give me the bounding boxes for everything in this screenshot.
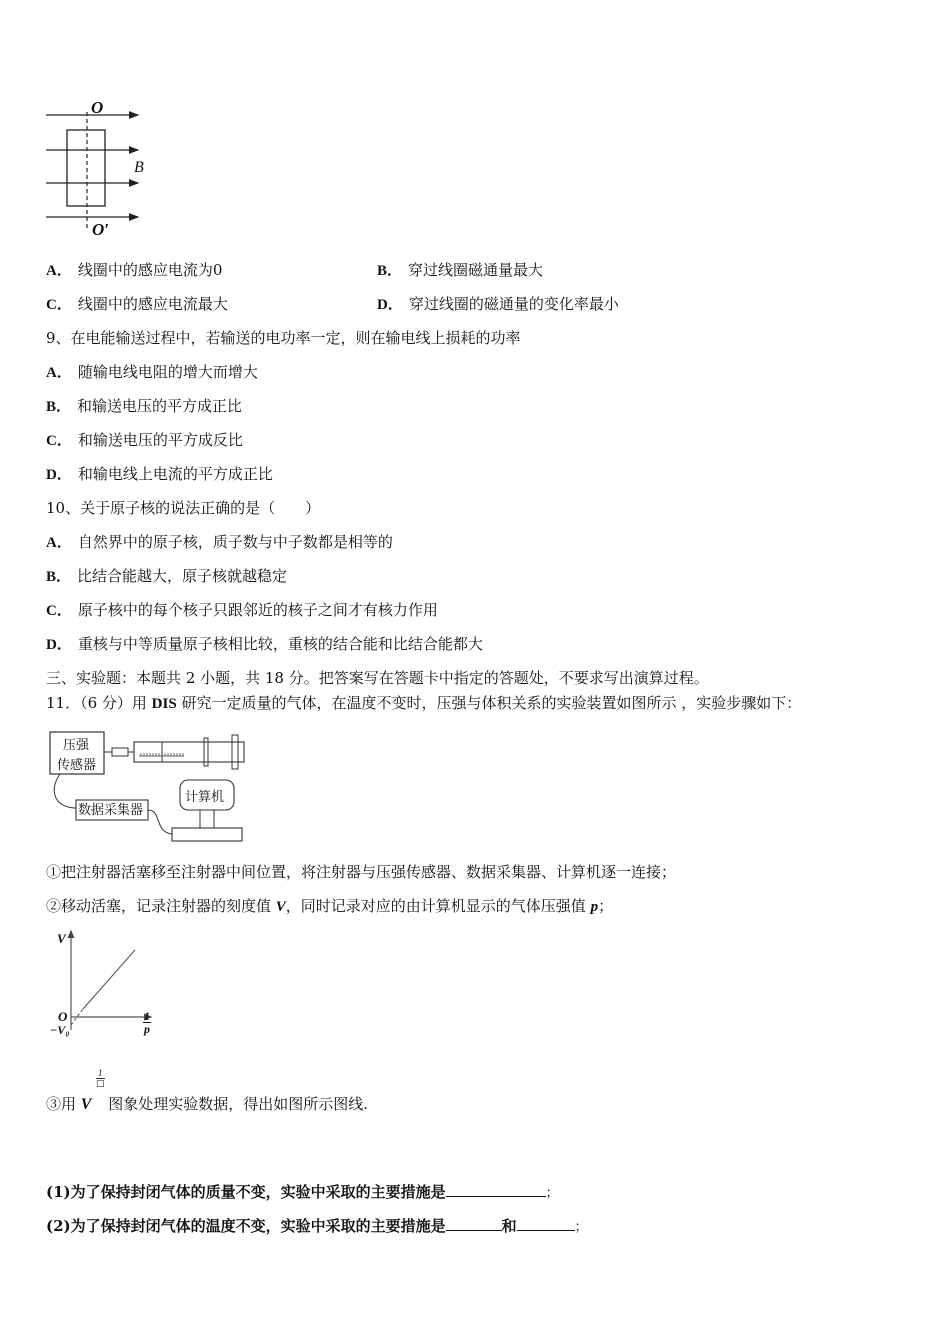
stem-prefix: 11．（6 分）用	[46, 694, 152, 712]
graph-y-label: V	[57, 931, 66, 946]
collector-label: 数据采集器	[78, 803, 144, 818]
step3-prefix: ③用	[46, 1095, 81, 1113]
stem-suffix: 研究一定质量的气体，在温度不变时，压强与体积关系的实验装置如图所示 ，实验步骤如下：	[176, 694, 802, 712]
sensor-label-line2: 传感器	[57, 758, 97, 773]
step3-fraction	[96, 1068, 105, 1089]
q9-stem: 9、在电能输送过程中，若输送的电功率一定，则在输电线上损耗的功率	[46, 329, 521, 347]
sub-question-1	[46, 1182, 559, 1204]
graph-x-label	[143, 1010, 151, 1035]
q10-option-b	[46, 566, 287, 587]
q8-option-b	[377, 260, 543, 281]
option-text: 原子核中的每个核子只跟邻近的核子之间才有核力作用	[77, 601, 438, 619]
step2-end: ；	[598, 897, 614, 915]
q10-option-c	[46, 600, 438, 621]
step2-prefix: ②移动活塞，记录注射器的刻度值	[46, 897, 276, 915]
option-label: B．	[46, 399, 72, 415]
q8-option-d	[377, 294, 619, 315]
step2-mid: ，同时记录对应的由计算机显示的气体压强值	[285, 897, 591, 915]
fraction-numerator: 1	[96, 1068, 105, 1079]
q11-stem	[46, 693, 801, 714]
option-text: 和输电线上电流的平方成正比	[77, 465, 273, 483]
graph-intercept-label: −V₀	[50, 1023, 70, 1037]
answer-blank-2a[interactable]	[446, 1216, 502, 1231]
option-text: 随输电线电阻的增大而增大	[77, 363, 258, 381]
option-label: D．	[46, 467, 72, 483]
dis-term: DIS	[151, 696, 177, 712]
x-label-denominator: p	[144, 1022, 150, 1036]
computer-label: 计算机	[185, 790, 225, 805]
q10-stem: 10、关于原子核的说法正确的是（ ）	[46, 499, 321, 517]
axis-label-o-prime: O′	[92, 220, 110, 239]
q9-option-c	[46, 430, 243, 451]
option-label: C．	[46, 297, 72, 313]
sensor-label-line1: 压强	[63, 738, 90, 753]
sub1-end: ；	[545, 1186, 559, 1201]
option-text: 自然界中的原子核，质子数与中子数都是相等的	[77, 533, 393, 551]
axis-label-o: O	[91, 98, 104, 117]
option-text: 和输送电压的平方成正比	[77, 397, 243, 415]
option-text: 重核与中等质量原子核相比较，重核的结合能和比结合能都大	[77, 635, 483, 653]
option-label: A．	[46, 263, 72, 279]
option-label: C．	[46, 433, 72, 449]
graph-origin-label: O	[58, 1009, 68, 1024]
option-text: 线圈中的感应电流最大	[77, 295, 228, 313]
sub2-end: ；	[574, 1220, 588, 1235]
x-label-numerator: 1	[144, 1009, 150, 1023]
option-text: 穿过线圈磁通量最大	[408, 261, 544, 279]
step3-suffix: 图象处理实验数据，得出如图所示图线.	[103, 1095, 368, 1113]
q10-option-d	[46, 634, 483, 655]
option-text: 穿过线圈的磁通量的变化率最小	[408, 295, 619, 313]
q9-option-a	[46, 362, 258, 383]
option-text: 线圈中的感应电流为0	[77, 261, 223, 279]
option-label: D．	[377, 297, 403, 313]
sub1-text: (1)为了保持封闭气体的质量不变，实验中采取的主要措施是	[46, 1183, 446, 1201]
option-label: D．	[46, 637, 72, 653]
sub2-and: 和	[501, 1217, 517, 1235]
var-p: p	[590, 899, 599, 915]
var-v: V	[275, 899, 286, 915]
sub2-text: (2)为了保持封闭气体的温度不变，实验中采取的主要措施是	[46, 1217, 446, 1235]
option-label: C．	[46, 603, 72, 619]
step-2	[46, 896, 613, 917]
field-label-b: B	[134, 159, 144, 176]
option-label: B．	[46, 569, 72, 585]
option-label: A．	[46, 535, 72, 551]
q9-option-b	[46, 396, 242, 417]
sub-question-2	[46, 1216, 588, 1238]
option-text: 和输送电压的平方成反比	[77, 431, 243, 449]
step-3	[46, 1094, 368, 1115]
q9-option-d	[46, 464, 273, 485]
answer-blank-2b[interactable]	[517, 1216, 575, 1231]
var-v: V	[80, 1096, 92, 1113]
fraction-denominator: □	[96, 1079, 105, 1089]
step-1: ①把注射器活塞移至注射器中间位置，将注射器与压强传感器、数据采集器、计算机逐一连接；	[46, 863, 677, 881]
option-label: A．	[46, 365, 72, 381]
option-label: B．	[377, 263, 403, 279]
q8-option-c	[46, 294, 228, 315]
q8-option-a	[46, 260, 222, 281]
section-heading: 三、实验题：本题共 2 小题，共 18 分。把答案写在答题卡中指定的答题处，不要求写出演算过程。	[46, 669, 709, 687]
q10-option-a	[46, 532, 393, 553]
option-text: 比结合能越大，原子核就越稳定	[77, 567, 288, 585]
answer-blank-1[interactable]	[446, 1182, 546, 1197]
